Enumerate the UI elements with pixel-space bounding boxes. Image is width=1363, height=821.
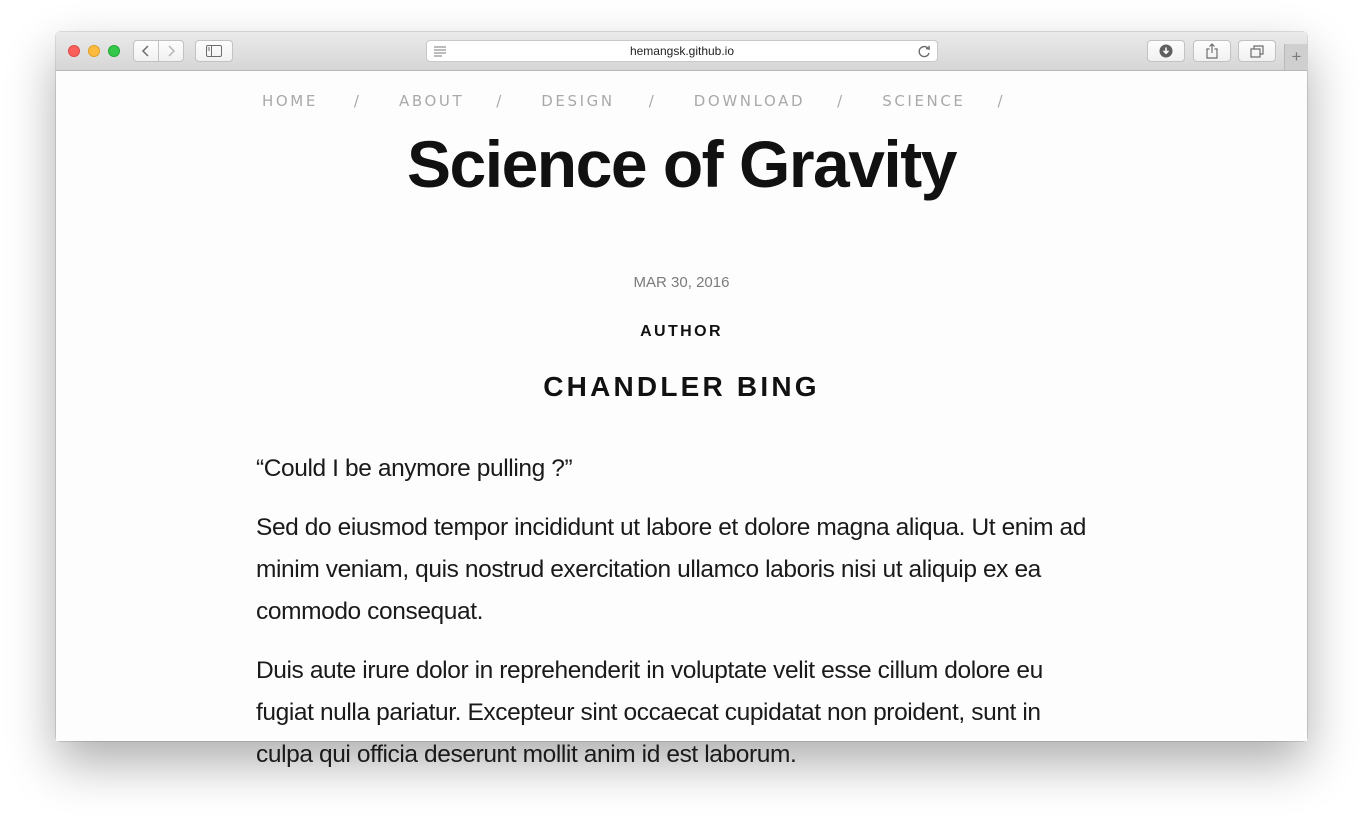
post-paragraph: Sed do eiusmod tempor incididunt ut labore et dolore magna aliqua. Ut enim ad minim veniam, quis nostrud exercitation ullamco laboris nisi ut aliquip ex ea commodo consequat. bbox=[256, 514, 1086, 625]
navigation-buttons bbox=[133, 40, 185, 62]
address-bar[interactable] bbox=[426, 40, 938, 62]
nav-link-science[interactable]: SCIENCE bbox=[882, 92, 966, 110]
page-content bbox=[56, 71, 1307, 768]
maximize-window-button[interactable] bbox=[108, 45, 120, 57]
share-button[interactable] bbox=[1193, 40, 1231, 62]
post-date: MAR 30, 2016 bbox=[633, 274, 730, 291]
url-text[interactable]: hemangsk.github.io bbox=[629, 44, 735, 58]
tab-overview-button[interactable] bbox=[1238, 40, 1276, 62]
sidebar-toggle-button[interactable] bbox=[195, 40, 233, 62]
post-body bbox=[256, 448, 1086, 793]
nav-link-design[interactable]: DESIGN bbox=[541, 92, 615, 110]
tabs-icon bbox=[1250, 45, 1264, 58]
nav-separator: / bbox=[648, 92, 654, 110]
downloads-button[interactable] bbox=[1147, 40, 1185, 62]
chevron-right-icon bbox=[166, 45, 176, 57]
nav-link-about[interactable]: ABOUT bbox=[398, 92, 465, 110]
minimize-window-button[interactable] bbox=[88, 45, 100, 57]
chevron-left-icon bbox=[141, 45, 151, 57]
nav-link-home[interactable]: HOME bbox=[262, 92, 318, 110]
plus-icon: + bbox=[1291, 47, 1302, 66]
nav-separator: / bbox=[837, 92, 843, 110]
nav-link-download[interactable]: DOWNLOAD bbox=[693, 92, 806, 110]
post-quote: “Could I be anymore pulling ?” bbox=[256, 455, 573, 482]
post-paragraph: Duis aute irure dolor in reprehenderit in voluptate velit esse cillum dolore eu fugiat nulla pariatur. Excepteur sint occaecat cupidatat non proident, sunt in culpa qui officia deserunt mollit anim id est laborum. bbox=[256, 657, 1043, 768]
reload-icon[interactable] bbox=[917, 44, 932, 59]
nav-separator: / bbox=[353, 92, 359, 110]
nav-separator: / bbox=[997, 92, 1003, 110]
browser-toolbar bbox=[56, 32, 1307, 71]
sidebar-icon bbox=[206, 45, 222, 57]
new-tab-button[interactable] bbox=[1284, 44, 1308, 70]
close-window-button[interactable] bbox=[68, 45, 80, 57]
site-navigation bbox=[262, 92, 1022, 110]
download-icon bbox=[1159, 44, 1173, 58]
forward-button[interactable] bbox=[158, 40, 184, 62]
back-button[interactable] bbox=[133, 40, 159, 62]
nav-separator: / bbox=[496, 92, 502, 110]
author-label: AUTHOR bbox=[640, 323, 723, 340]
author-name: CHANDLER BING bbox=[543, 371, 820, 402]
share-icon bbox=[1205, 43, 1219, 59]
post-title: Science of Gravity bbox=[407, 127, 956, 201]
browser-window bbox=[56, 32, 1307, 768]
